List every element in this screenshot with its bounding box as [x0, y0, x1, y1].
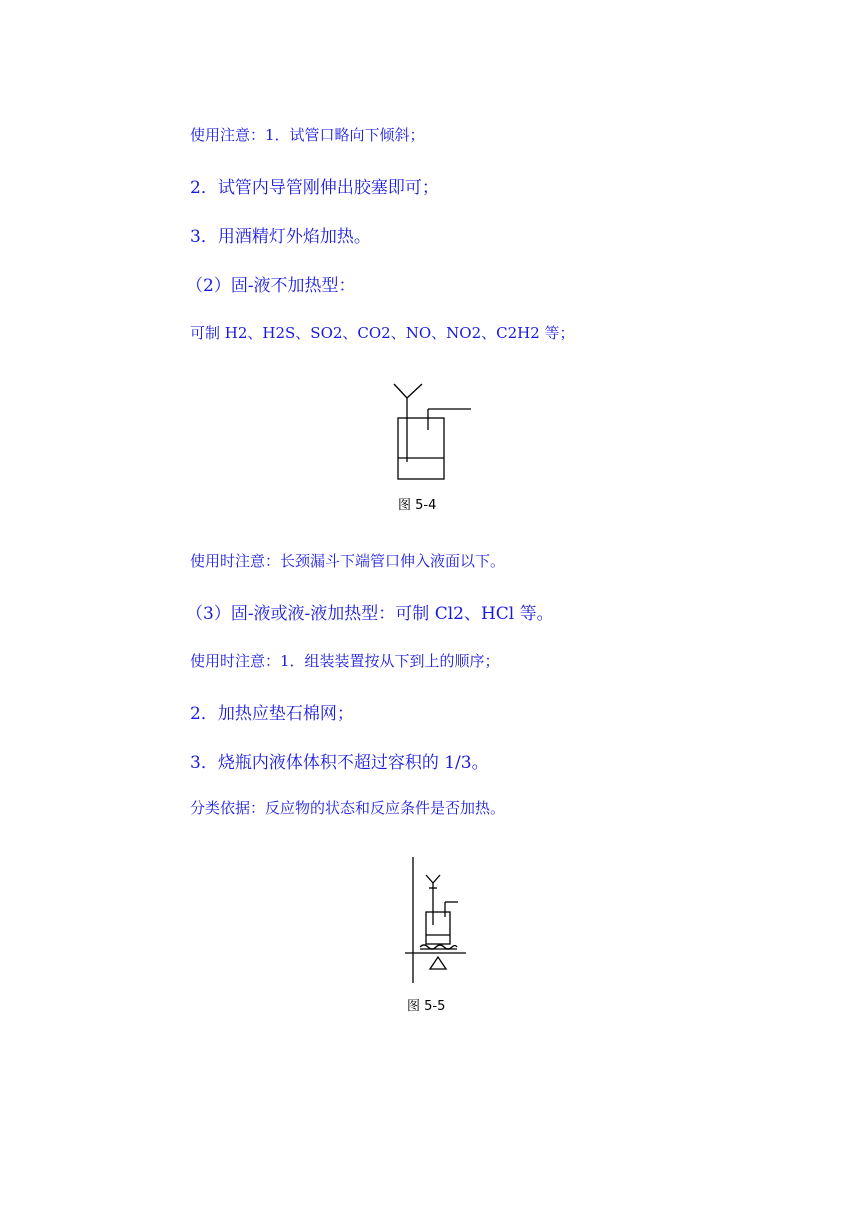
- section-heading-2: （2）固-液不加热型：: [186, 276, 356, 296]
- apparatus-figure-5-5: [400, 855, 470, 985]
- classification-basis-line: 分类依据：反应物的状态和反应条件是否加热。: [190, 799, 506, 817]
- section-heading-3: （3）固-液或液-液加热型：可制 Cl2、HCl 等。: [186, 604, 554, 624]
- note-line-asbestos: 2．加热应垫石棉网；: [190, 704, 354, 724]
- note-line-1: 使用注意：1．试管口略向下倾斜；: [190, 126, 425, 144]
- note-line-3: 3．用酒精灯外焰加热。: [190, 227, 371, 247]
- figure-caption-5-5: 图 5-5: [407, 999, 446, 1014]
- note-line-assembly: 使用时注意：1．组装装置按从下到上的顺序；: [190, 652, 500, 670]
- note-line-2: 2．试管内导管刚伸出胶塞即可；: [190, 178, 439, 198]
- figure-caption-5-4: 图 5-4: [398, 498, 437, 513]
- note-line-funnel: 使用时注意：长颈漏斗下端管口伸入液面以下。: [190, 552, 506, 570]
- note-line-volume: 3．烧瓶内液体体积不超过容积的 1/3。: [190, 753, 489, 773]
- gas-list-line: 可制 H2、H2S、SO2、CO2、NO、NO2、C2H2 等；: [190, 324, 575, 342]
- apparatus-figure-5-4: [380, 380, 490, 500]
